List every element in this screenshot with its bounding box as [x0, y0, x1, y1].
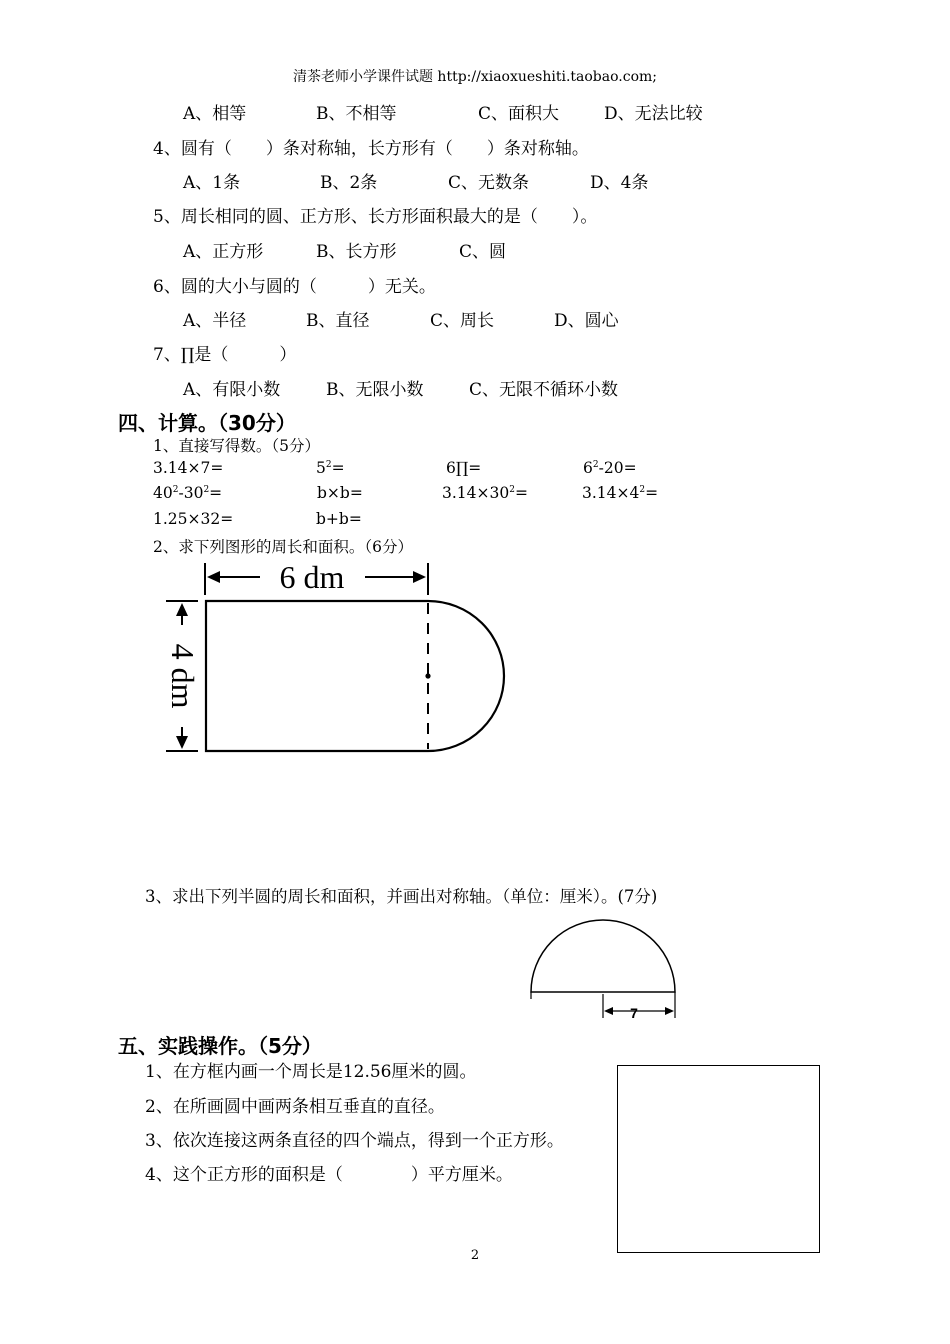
section-5-title: 五、实践操作。（5分）	[118, 1034, 322, 1058]
figure-semicircle	[522, 915, 687, 1025]
calc-sub1: 1、直接写得数。（5分）	[153, 437, 320, 455]
page-number: 2	[470, 1248, 480, 1263]
q7-question: 7、∏是（ ）	[153, 345, 297, 365]
calc-row-3	[153, 510, 362, 528]
calc-row-2	[153, 484, 658, 502]
q5-option-a: A、正方形	[183, 242, 264, 262]
q6-question: 6、圆的大小与圆的（ ）无关。	[153, 277, 436, 297]
figure-rect-semicircle	[160, 555, 520, 760]
q7-option-b: B、无限小数	[326, 380, 424, 400]
q3-option-c: C、面积大	[478, 104, 560, 124]
calc-2-4: $3.14\times 4^2=$	[582, 484, 659, 502]
practice-item-3: 3、依次连接这两条直径的四个端点，得到一个正方形。	[145, 1131, 564, 1151]
calc-3-1: 1.25×32=	[153, 510, 234, 528]
q4-question: 4、圆有（ ）条对称轴，长方形有（ ）条对称轴。	[153, 139, 589, 159]
q3-option-a: A、相等	[183, 104, 247, 124]
section-4-title: 四、计算。（30分）	[118, 411, 296, 435]
practice-item-2: 2、在所画圆中画两条相互垂直的直径。	[145, 1097, 445, 1117]
q6-option-d: D、圆心	[554, 311, 619, 331]
calc-row-1	[153, 459, 637, 477]
q7-options	[183, 375, 618, 400]
calc-2-1: $40^2-30^2=$	[153, 484, 223, 502]
q3-option-d: D、无法比较	[604, 104, 703, 124]
q5-question: 5、周长相同的圆、正方形、长方形面积最大的是（ ）。	[153, 207, 598, 227]
q6-options	[183, 306, 619, 331]
calc-1-1: 3.14×7=	[153, 459, 224, 477]
calc-3-2: b+b=	[316, 510, 362, 528]
height-label: 4 dm	[165, 643, 201, 709]
width-label: 6 dm	[279, 559, 345, 595]
calc-1-4: $6^2-20=$	[583, 459, 637, 477]
q7-option-a: A、有限小数	[183, 380, 281, 400]
q7-option-c: C、无限不循环小数	[469, 380, 619, 400]
q4-options	[183, 168, 648, 193]
calc-sub3: 3、求出下列半圆的周长和面积，并画出对称轴。（单位：厘米）。(7分)	[145, 887, 658, 906]
calc-2-2: b×b=	[317, 484, 363, 502]
q6-option-a: A、半径	[183, 311, 247, 331]
q5-option-b: B、长方形	[316, 242, 397, 262]
q6-option-c: C、周长	[430, 311, 495, 331]
calc-1-3: 6∏=	[446, 459, 482, 477]
page-header: 清茶老师小学课件试题 http://xiaoxueshiti.taobao.com;	[292, 69, 657, 85]
calc-sub2: 2、求下列图形的周长和面积。（6分）	[153, 538, 413, 556]
radius-label: 7	[630, 1005, 638, 1021]
calc-2-3: $3.14\times 30^2=$	[442, 484, 528, 502]
practice-item-4: 4、这个正方形的面积是（ ）平方厘米。	[145, 1165, 513, 1185]
q5-options	[183, 237, 506, 262]
q5-option-c: C、圆	[459, 242, 507, 262]
q3-options	[183, 99, 703, 124]
q4-option-b: B、2条	[320, 173, 378, 193]
q6-option-b: B、直径	[306, 311, 370, 331]
q4-option-c: C、无数条	[448, 173, 530, 193]
q3-option-b: B、不相等	[316, 104, 397, 124]
drawing-box	[617, 1065, 820, 1253]
q4-option-d: D、4条	[590, 173, 649, 193]
practice-item-1: 1、在方框内画一个周长是12.56厘米的圆。	[145, 1062, 477, 1082]
calc-1-2: $5^2=$	[316, 459, 345, 477]
q4-option-a: A、1条	[183, 173, 241, 193]
